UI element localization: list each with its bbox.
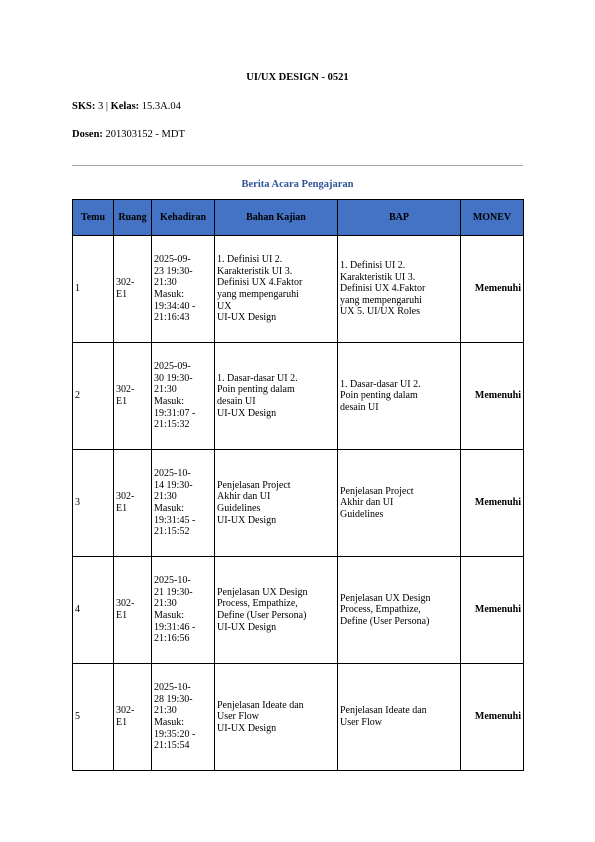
header-ruang: Ruang (114, 200, 152, 236)
kelas-value: 15.3A.04 (141, 101, 181, 112)
table-row (73, 664, 524, 771)
cell-kehadiran: 2025-09- 30 19:30- 21:30 Masuk: 19:31:07 - 21:15:32 (152, 343, 215, 450)
header-bahan-kajian: Bahan Kajian (215, 200, 338, 236)
header-temu: Temu (73, 200, 114, 236)
cell-kehadiran: 2025-10- 14 19:30- 21:30 Masuk: 19:31:45 - 21:15:52 (152, 450, 215, 557)
header-bap: BAP (338, 200, 461, 236)
cell-monev: Memenuhi (461, 450, 524, 557)
course-info-line (72, 100, 181, 113)
cell-ruang: 302- E1 (114, 557, 152, 664)
section-title: Berita Acara Pengajaran (241, 179, 354, 190)
dosen-label: Dosen: (72, 129, 103, 140)
table-row (73, 557, 524, 664)
cell-ruang: 302- E1 (114, 236, 152, 343)
horizontal-divider (72, 165, 523, 166)
cell-kehadiran: 2025-09- 23 19:30- 21:30 Masuk: 19:34:40 - 21:16:43 (152, 236, 215, 343)
cell-ruang: 302- E1 (114, 664, 152, 771)
cell-ruang: 302- E1 (114, 450, 152, 557)
cell-bahan-kajian: Penjelasan Project Akhir dan UI Guidelines UI-UX Design (215, 450, 338, 557)
cell-bap: Penjelasan Ideate dan User Flow (338, 664, 461, 771)
page-title: UI/UX DESIGN - 0521 (246, 72, 349, 83)
cell-monev: Memenuhi (461, 557, 524, 664)
cell-temu: 3 (73, 450, 114, 557)
cell-temu: 4 (73, 557, 114, 664)
sks-label: SKS: (72, 101, 96, 112)
cell-bap: 1. Dasar-dasar UI 2. Poin penting dalam desain UI (338, 343, 461, 450)
cell-bahan-kajian: Penjelasan Ideate dan User Flow UI-UX Design (215, 664, 338, 771)
teaching-record-table (72, 199, 524, 771)
header-monev: MONEV (461, 200, 524, 236)
cell-bap: Penjelasan Project Akhir dan UI Guidelines (338, 450, 461, 557)
cell-kehadiran: 2025-10- 28 19:30- 21:30 Masuk: 19:35:20 - 21:15:54 (152, 664, 215, 771)
lecturer-info-line (72, 128, 185, 141)
cell-temu: 2 (73, 343, 114, 450)
separator: | (105, 101, 108, 112)
cell-bahan-kajian: 1. Definisi UI 2. Karakteristik UI 3. Definisi UX 4.Faktor yang mempengaruhi UX UI-UX Design (215, 236, 338, 343)
cell-monev: Memenuhi (461, 343, 524, 450)
cell-bahan-kajian: 1. Dasar-dasar UI 2. Poin penting dalam desain UI UI-UX Design (215, 343, 338, 450)
kelas-label: Kelas: (110, 101, 140, 112)
header-kehadiran: Kehadiran (152, 200, 215, 236)
table-row (73, 343, 524, 450)
cell-monev: Memenuhi (461, 664, 524, 771)
cell-monev: Memenuhi (461, 236, 524, 343)
cell-bap: 1. Definisi UI 2. Karakteristik UI 3. Definisi UX 4.Faktor yang mempengaruhi UX 5. UI/UX Roles (338, 236, 461, 343)
sks-value: 3 (97, 101, 104, 112)
cell-bap: Penjelasan UX Design Process, Empathize, Define (User Persona) (338, 557, 461, 664)
cell-temu: 1 (73, 236, 114, 343)
table-header-row (73, 200, 524, 236)
cell-kehadiran: 2025-10- 21 19:30- 21:30 Masuk: 19:31:46 - 21:16:56 (152, 557, 215, 664)
cell-temu: 5 (73, 664, 114, 771)
dosen-value: 201303152 - MDT (105, 129, 185, 140)
table-row (73, 236, 524, 343)
table-row (73, 450, 524, 557)
cell-bahan-kajian: Penjelasan UX Design Process, Empathize, Define (User Persona) UI-UX Design (215, 557, 338, 664)
cell-ruang: 302- E1 (114, 343, 152, 450)
